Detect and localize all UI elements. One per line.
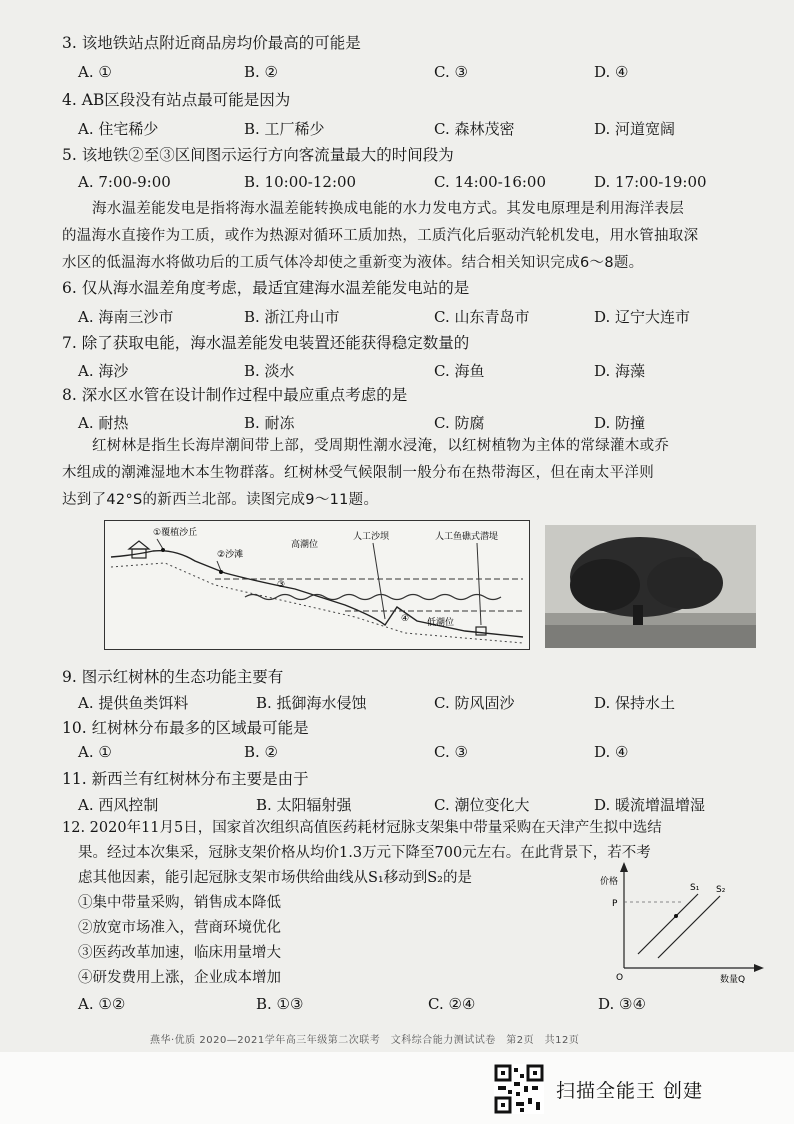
y-axis-label: 价格 (600, 877, 619, 887)
label-mark-3: ③ (277, 580, 286, 590)
house-icon (129, 541, 149, 558)
label-beach: ②沙滩 (217, 550, 244, 560)
option-b: B. ①③ (256, 995, 304, 1013)
option-d: D. 河道宽阔 (594, 120, 676, 138)
option-a: A. 耐热 (78, 414, 129, 432)
marker-dot (161, 548, 165, 552)
option-c: C. ③ (434, 63, 468, 81)
question-8-options (78, 412, 758, 432)
coastal-profile-svg (105, 521, 529, 649)
option-c: C. ③ (434, 743, 468, 761)
pointer-line (477, 543, 481, 625)
option-a: A. 海南三沙市 (78, 308, 174, 326)
option-c: C. 森林茂密 (434, 120, 515, 138)
label-artificial-reef: 人工沙坝 (353, 532, 390, 542)
option-a: A. 住宅稀少 (78, 120, 159, 138)
question-5-options (78, 173, 758, 193)
question-10-stem: 10. 红树林分布最多的区域最可能是 (62, 719, 309, 737)
passage-line: 红树林是指生长海岸潮间带上部，受周期性潮水浸淹，以红树植物为主体的常绿灌木或乔 (92, 438, 670, 454)
option-b: B. 太阳辐射强 (256, 796, 352, 814)
supply-curve-graph (600, 860, 770, 985)
option-b: B. 10:00-12:00 (244, 173, 357, 191)
label-dune: ①覆植沙丘 (153, 528, 198, 538)
option-d: D. 保持水土 (594, 694, 676, 712)
question-12-options (78, 995, 758, 1015)
label-high-tide: 高潮位 (291, 540, 319, 550)
qr-code-svg (494, 1064, 544, 1114)
option-a: A. ① (78, 63, 112, 81)
q12-item-2: ②放宽市场准入，营商环境优化 (78, 920, 281, 936)
q12-item-4: ④研发费用上涨，企业成本增加 (78, 970, 281, 986)
passage-line: 木组成的潮滩湿地木本生物群落。红树林受气候限制一般分布在热带海区，但在南太平洋则 (62, 465, 654, 481)
option-d: D. ④ (594, 743, 629, 761)
question-3-stem: 3. 该地铁站点附近商品房均价最高的可能是 (62, 34, 361, 52)
question-3-options (78, 63, 758, 83)
sediment-layer (111, 563, 523, 643)
option-b: B. 耐冻 (244, 414, 295, 432)
option-b: B. 淡水 (244, 362, 295, 380)
question-7-options (78, 360, 758, 380)
qr-code-icon (494, 1064, 544, 1114)
option-d: D. 海藻 (594, 362, 646, 380)
option-b: B. 抵御海水侵蚀 (256, 694, 367, 712)
option-b: B. 浙江舟山市 (244, 308, 340, 326)
option-a: A. 海沙 (78, 362, 129, 380)
option-b: B. 工厂稀少 (244, 120, 325, 138)
coastal-profile-figure (104, 520, 530, 650)
option-c: C. 山东青岛市 (434, 308, 530, 326)
option-a: A. 西风控制 (78, 796, 159, 814)
option-c: C. 潮位变化大 (434, 796, 530, 814)
question-6-stem: 6. 仅从海水温差角度考虑，最适宜建海水温差能发电站的是 (62, 279, 470, 297)
question-12-stem-3: 虑其他因素，能引起冠脉支架市场供给曲线从S₁移动到S₂的是 (78, 870, 472, 886)
page-footer: 燕华·优质 2020—2021学年高三年级第二次联考 文科综合能力测试试卷 第2页 共12页 (150, 1035, 580, 1046)
s1-label: S₁ (690, 883, 700, 893)
passage-line: 的温海水直接作为工质，或作为热源对循环工质加热，工质汽化后驱动汽轮机发电，用水管抽取深 (62, 228, 699, 244)
q12-item-1: ①集中带量采购，销售成本降低 (78, 895, 281, 911)
s2-label: S₂ (716, 885, 726, 895)
question-4-options (78, 118, 758, 138)
passage-line: 海水温差能发电是指将海水温差能转换成电能的水力发电方式。其发电原理是利用海洋表层 (92, 201, 684, 217)
option-c: C. 14:00-16:00 (434, 173, 547, 191)
option-b: B. ② (244, 63, 279, 81)
option-b: B. ② (244, 743, 279, 761)
q12-item-3: ③医药改革加速，临床用量增大 (78, 945, 281, 961)
passage-ocean-thermal (62, 196, 752, 277)
question-9-options (78, 692, 758, 712)
option-c: C. 防风固沙 (434, 694, 515, 712)
question-5-stem: 5. 该地铁②至③区间图示运行方向客流量最大的时间段为 (62, 146, 454, 164)
supply-curve-svg (600, 860, 770, 985)
pointer-line (157, 539, 163, 549)
mangrove-photo (545, 525, 756, 648)
option-d: D. 防撞 (594, 414, 646, 432)
option-d: D. 辽宁大连市 (594, 308, 691, 326)
question-7-stem: 7. 除了获取电能，海水温差能发电装置还能获得稳定数量的 (62, 334, 470, 352)
option-d: D. ③④ (598, 995, 646, 1013)
option-c: C. 海鱼 (434, 362, 485, 380)
option-a: A. 提供鱼类饵料 (78, 694, 189, 712)
y-axis-arrow (620, 862, 628, 872)
question-11-options (78, 794, 758, 814)
supply-curve-s2 (658, 896, 720, 958)
question-8-stem: 8. 深水区水管在设计制作过程中最应重点考虑的是 (62, 386, 408, 404)
label-low-tide: 低潮位 (427, 618, 455, 628)
supply-curve-s1 (638, 894, 698, 954)
question-6-options (78, 306, 758, 326)
option-a: A. ① (78, 743, 112, 761)
artificial-fish-reef (476, 627, 486, 635)
label-fish-reef: 人工鱼礁式潜堤 (435, 532, 499, 542)
question-12-stem-1: 12. 2020年11月5日，国家首次组织高值医药耗材冠脉支架集中带量采购在天津产生拟中选结 (62, 820, 662, 836)
option-a: A. 7:00-9:00 (78, 173, 171, 191)
question-12-stem-2: 果。经过本次集采，冠脉支架价格从均价1.3万元下降至700元左右。在此背景下，若不考 (78, 845, 651, 861)
option-d: D. 17:00-19:00 (594, 173, 707, 191)
mangrove-photo-svg (545, 525, 756, 648)
passage-line: 达到了42°S的新西兰北部。读图完成9～11题。 (62, 492, 379, 508)
label-mark-4: ④ (401, 614, 410, 624)
passage-line: 水区的低温海水将做功后的工质气体冷却使之重新变为液体。结合相关知识完成6～8题。 (62, 255, 644, 271)
scanner-app-credit: 扫描全能王 创建 (556, 1080, 704, 1102)
question-9-stem: 9. 图示红树林的生态功能主要有 (62, 668, 284, 686)
water-wave (245, 595, 501, 600)
price-label: P (612, 899, 618, 909)
passage-mangrove (62, 433, 752, 514)
marker-dot (219, 570, 223, 574)
pointer-line (373, 543, 385, 619)
question-4-stem: 4. AB区段没有站点最可能是因为 (62, 91, 291, 109)
option-d: D. 暖流增温增湿 (594, 796, 706, 814)
question-10-options (78, 743, 758, 763)
x-axis-label: 数量Q (720, 975, 746, 985)
option-a: A. ①② (78, 995, 126, 1013)
x-axis-arrow (754, 964, 764, 972)
origin-label: O (616, 973, 624, 983)
equilibrium-dot (674, 914, 678, 918)
option-c: C. ②④ (428, 995, 476, 1013)
option-c: C. 防腐 (434, 414, 485, 432)
question-11-stem: 11. 新西兰有红树林分布主要是由于 (62, 770, 309, 788)
option-d: D. ④ (594, 63, 629, 81)
